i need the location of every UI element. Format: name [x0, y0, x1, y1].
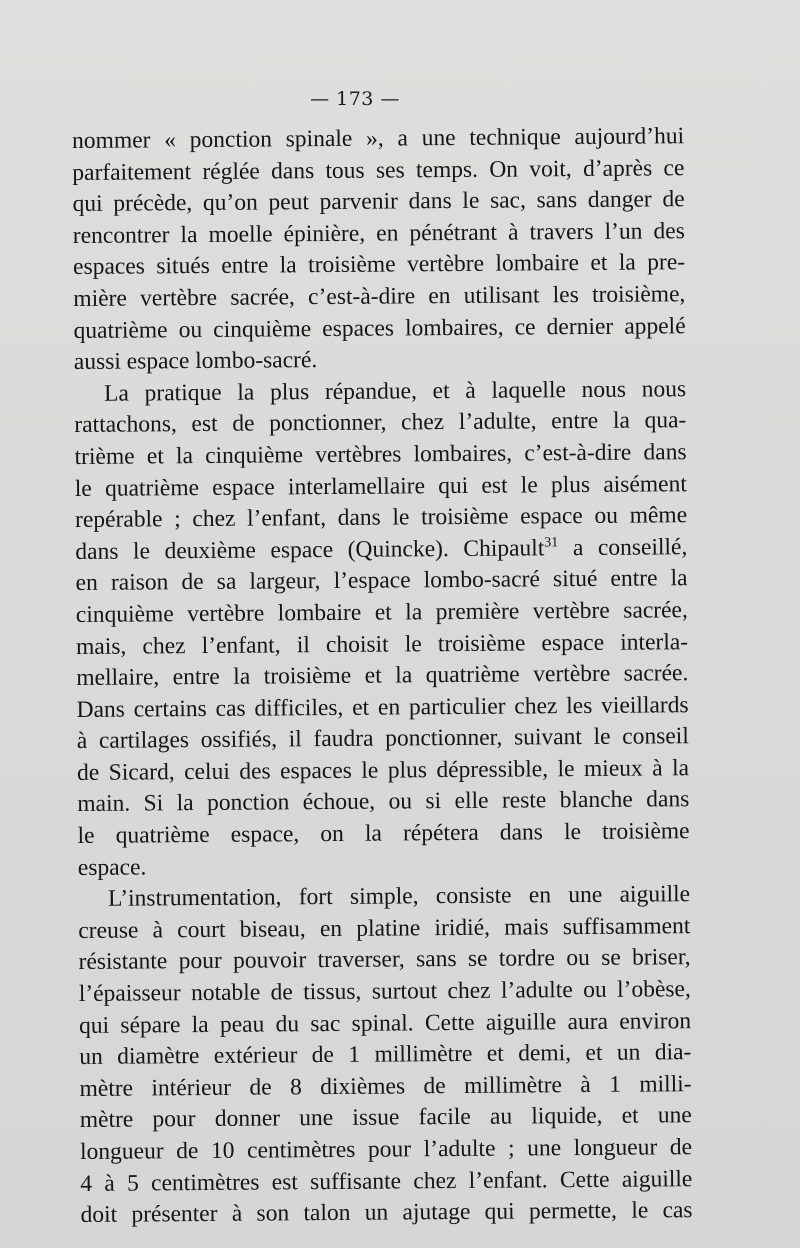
text-line: L’instrumentation, fort simple, consiste en une aiguille: [107, 881, 691, 912]
text-line: rencontrer la moelle épinière, en pénétrant à travers l’un des: [72, 217, 685, 249]
text-line: espaces situés entre la troisième vertèbre lombaire et la pre-: [73, 249, 686, 281]
text-line: mais, chez l’enfant, il choisit le troisième espace interla-: [75, 628, 689, 660]
text-line: longueur de 10 centimètres pour l’adulte ; une longueur de: [79, 1134, 693, 1165]
text-line: rattachons, est de ponctionner, chez l’adulte, entre la qua-: [74, 407, 687, 439]
text-line: 4 à 5 centimètres est suffisante chez l’enfant. Cette aiguille: [80, 1165, 693, 1197]
text-line: un diamètre extérieur de 1 millimètre et demi, et un dia-: [79, 1039, 692, 1071]
text-line: le quatrième espace, on la répétera dans le troisième: [77, 818, 690, 850]
text-line: l’épaisseur notable de tissus, surtout chez l’adulte ou l’obèse,: [78, 976, 691, 1008]
page-number: — 173 —: [310, 88, 400, 110]
text-line: aussi espace lombo-sacré.: [73, 347, 318, 376]
text-line: de Sicard, celui des espaces le plus dépressible, le mieux à la: [76, 755, 690, 786]
text-segment: a conseillé,: [558, 533, 688, 561]
text-line: Dans certains cas difficiles, et en particulier chez les vieillards: [76, 691, 689, 723]
text-line: quatrième ou cinquième espaces lombaires, ce dernier appelé: [73, 312, 686, 344]
text-line: nommer « ponction spinale », a une technique aujourd’hui: [72, 123, 685, 154]
text-line: main. Si la ponction échoue, ou si elle reste blanche dans: [77, 786, 690, 818]
text-line: qui précède, qu’on peut parvenir dans le sac, sans danger de: [72, 186, 685, 218]
footnote-ref: 31: [544, 535, 559, 551]
paragraph-3: [78, 879, 693, 1231]
text-line: qui sépare la peau du sac spinal. Cette aiguille aura environ: [78, 1007, 692, 1039]
text-line: mètre pour donner une issue facile au liquide, et une: [79, 1102, 692, 1134]
text-line: le quatrième espace interlamellaire qui est le plus aisément: [74, 470, 687, 502]
text-line: mètre intérieur de 8 dixièmes de millimètre à 1 milli-: [79, 1070, 692, 1102]
text-line: en raison de sa largeur, l’espace lombo-sacré situé entre la: [75, 565, 688, 597]
text-line-with-footnote: [75, 532, 687, 568]
text-line: La pratique la plus répandue, et à laquelle nous nous: [103, 375, 687, 407]
text-segment: dans le deuxième espace (Quincke). Chipault: [75, 535, 545, 565]
text-line: doit présenter à son talon un ajutage qui permette, le cas: [80, 1197, 693, 1229]
text-line: mière vertèbre sacrée, c’est-à-dire en utilisant les troisième,: [73, 281, 686, 312]
paragraph-2: [74, 374, 690, 884]
body-text: [72, 121, 693, 1232]
text-line: à cartilages ossifiés, il faudra ponctionner, suivant le conseil: [76, 723, 689, 755]
text-line: creuse à court biseau, en platine iridié, mais suffisamment: [78, 913, 691, 944]
text-line: trième et la cinquième vertèbres lombaires, c’est-à-dire dans: [74, 439, 687, 470]
text-line: mellaire, entre la troisième et la quatrième vertèbre sacrée.: [76, 660, 689, 692]
paragraph-1: [72, 121, 686, 379]
text-line: parfaitement réglée dans tous ses temps. On voit, d’après ce: [72, 154, 685, 186]
text-line: espace.: [77, 854, 147, 881]
text-line: repérable ; chez l’enfant, dans le troisième espace ou même: [74, 502, 688, 534]
text-line: cinquième vertèbre lombaire et la première vertèbre sacrée,: [75, 597, 688, 628]
text-line: résistante pour pouvoir traverser, sans se tordre ou se briser,: [78, 944, 691, 976]
